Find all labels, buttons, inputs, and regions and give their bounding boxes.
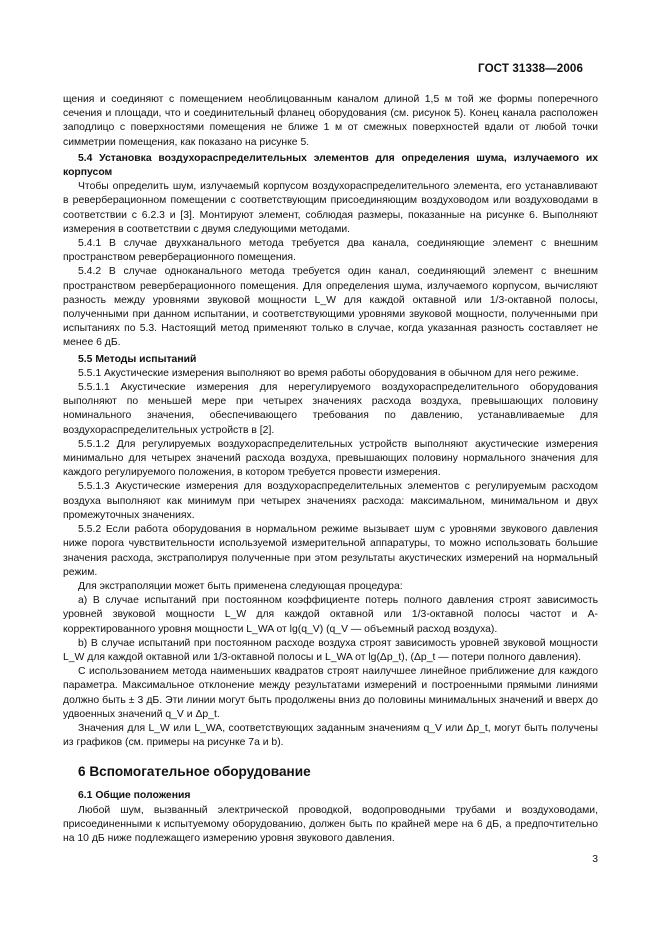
document-body <box>63 93 598 846</box>
paragraph-5-5-1-2: 5.5.1.2 Для регулируемых воздухораспределительных устройств выполняют акустические измерения минимально для четырех значений расхода воздуха, превышающих половину нормального значения для каждого регулируемого положения, в котором требуется провести измерения. <box>63 438 598 479</box>
paragraph-5-4-2: 5.4.2 В случае одноканального метода требуется один канал, соединяющий элемент с внешним пространством реверберационного помещения. Для определения шума, излучаемого корпусом, вычисляют разность между уровнями звуковой мощности L_W для каждой октавной или 1/3-октавной полосы, полученными при данном испытании, и соответствующими уровнями звуковой мощности, полученными при испытаниях по 5.3. Настоящий метод применяют только в случае, когда указанная разность составляет не менее 6 дБ. <box>63 266 598 349</box>
page-number: 3 <box>592 854 598 865</box>
section-heading-6-1: 6.1 Общие положения <box>78 790 191 802</box>
paragraph-5-4-1: 5.4.1 В случае двухканального метода требуется два канала, соединяющие элемент с внешним пространством реверберационного помещения. <box>63 238 598 264</box>
paragraph-5-5-1-3: 5.5.1.3 Акустические измерения для воздухораспределительных элементов с регулируемым расходом воздуха выполняют как минимум при четырех значениях расхода: максимальном, минимальном и двух промежуточных значениях. <box>63 481 598 521</box>
paragraph-item-b: b) В случае испытаний при постоянном расходе воздуха строят зависимость уровней звуковой мощности L_W для каждой октавной или 1/3-октавной полосы и L_WA от lg(Δp_t), (Δp_t — потери полного давления). <box>63 637 598 663</box>
paragraph-5-4: Чтобы определить шум, излучаемый корпусом воздухораспределительного элемента, его устанавливают в реверберационном помещении с соответствующим присоединяющим воздуховодом или воздуховодами в соответствии с 6.2.3 и [3]. Монтируют элемент, соблюдая размеры, показанные на рисунке 6. Выполняют измерения в соответствии с двумя следующими методами. <box>63 181 598 235</box>
paragraph-5-5-2: 5.5.2 Если работа оборудования в нормальном режиме вызывает шум с уровнями звукового давления ниже порога чувствительности используемой измерительной аппаратуры, то можно использовать большие значения расхода, экстраполируя полученные при этом результаты акустических измерений на нормальный режим. <box>63 524 598 578</box>
paragraph-least-squares: С использованием метода наименьших квадратов строят наилучшее линейное приближение для каждого параметра. Максимальное отклонение между результатами измерений и построенными прямыми линиями должно быть ± 3 дБ. Эти линии могут быть продолжены вниз до половины минимальных значений и вверх до удвоенных значений q_V и Δp_t. <box>63 666 598 720</box>
section-heading-5-4: 5.4 Установка воздухораспределительных элементов для определения шума, излучаемого их корпусом <box>63 152 598 179</box>
paragraph-extrapolation: Для экстраполяции может быть применена следующая процедура: <box>78 580 403 592</box>
paragraph-values: Значения для L_W или L_WA, соответствующих заданным значениям q_V или Δp_t, могут быть получены из графиков (см. примеры на рисунке 7а и b). <box>63 722 598 749</box>
paragraph-5-5-1-1: 5.5.1.1 Акустические измерения для нерегулируемого воздухораспределительного оборудования выполняют по меньшей мере при четырех значениях расхода воздуха, превышающих половину номинального значения, обеспечивающего требования по давлению, устанавливаемые для воздухораспределительных устройств в [2]. <box>63 382 598 436</box>
paragraph-5-5-1: 5.5.1 Акустические измерения выполняют во время работы оборудования в обычном для него режиме. <box>78 367 579 379</box>
chapter-heading-6: 6 Вспомогательное оборудование <box>78 764 311 780</box>
paragraph-continuation: щения и соединяют с помещением необлицованным каналом длиной 1,5 м той же формы поперечного сечения и площади, что и соединительный фланец оборудования (см. рисунок 5). Конец канала расположен заподлицо с поверхностями помещения не ближе 1 м от смежных поверхностей вдали от любой точки симметрии помещения, как показано на рисунке 5. <box>63 94 598 148</box>
document-id-header: ГОСТ 31338—2006 <box>478 62 583 75</box>
paragraph-item-a: a) В случае испытаний при постоянном коэффициенте потерь полного давления строят зависимость уровней звуковой мощности L_W для каждой октавной или 1/3-октавной полосы частот и А-корректированного уровня мощности L_WA от lg(q_V) (q_V — объемный расход воздуха). <box>63 595 598 635</box>
section-heading-5-5: 5.5 Методы испытаний <box>78 353 197 365</box>
paragraph-6-1: Любой шум, вызванный электрической проводкой, водопроводными трубами и воздуховодами, присоединенными к испытуемому оборудованию, должен быть по крайней мере на 6 дБ, а предпочтительно на 10 дБ ниже подлежащего измерению уровня звукового давления. <box>63 804 598 844</box>
